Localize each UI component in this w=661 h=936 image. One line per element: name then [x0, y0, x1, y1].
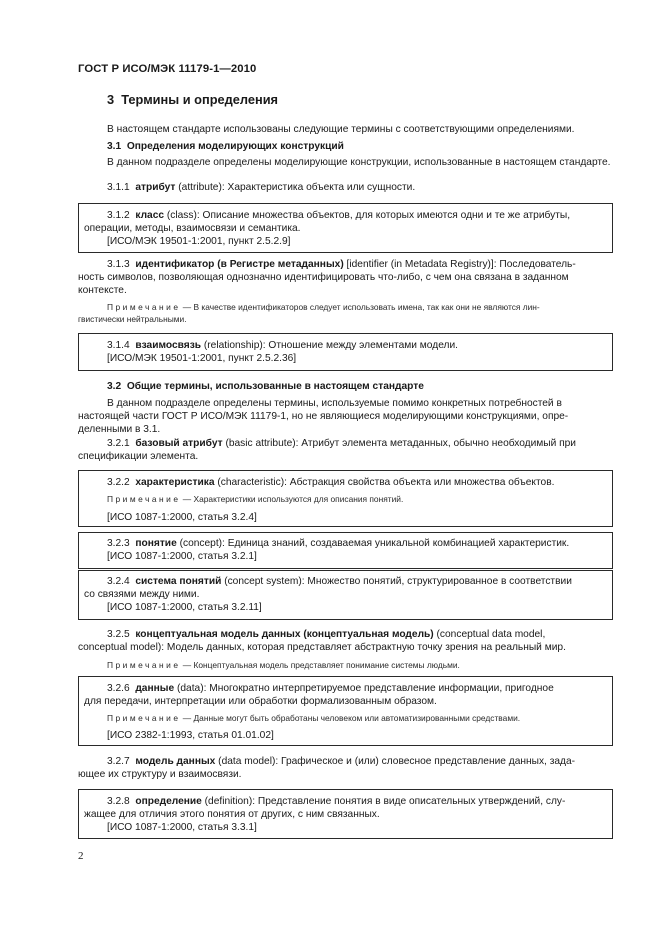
reference: [ИСО 1087-1:2000, статья 3.3.1] [107, 822, 257, 833]
term-box-3-2-3: 3.2.3 понятие (concept): Единица знаний, создаваемая уникальной комбинацией характеристик. [ИСО 1087-1:2000, статья 3.2.1] [78, 532, 613, 569]
reference: [ИСО/МЭК 19501-1:2001, пункт 2.5.2.9] [107, 236, 291, 247]
subsection-3-1-intro: В данном подразделе определены моделирующие конструкции, использованные в настоящем стандарте. [107, 157, 611, 168]
subsection-3-2-title: 3.2 Общие термины, использованные в настоящем стандарте [107, 381, 424, 392]
term-3-1-1: 3.1.1 атрибут (attribute): Характеристика объекта или сущности. [107, 182, 416, 193]
term-name: класс [135, 210, 165, 221]
reference: [ИСО/МЭК 19501-1:2001, пункт 2.5.2.36] [107, 353, 297, 364]
term-box-3-1-2: 3.1.2 класс (class): Описание множества объектов, для которых имеются одни и те же атрибуты, операции, методы, взаимосвязи и семантика. [ИСО/МЭК 19501-1:2001, пункт 2.5.2.9] [78, 203, 613, 253]
term-3-2-1: 3.2.1 базовый атрибут (basic attribute): Атрибут элемента метаданных, обычно необходимый при [107, 438, 577, 449]
term-3-1-3: 3.1.3 идентификатор (в Регистре метаданных) [identifier (in Metadata Registry)]: Последователь- [107, 259, 576, 270]
note: Примечание — Концептуальная модель представляет понимание системы людьми. [107, 660, 460, 670]
note: Примечание — Характеристики используются для описания понятий. [107, 494, 404, 504]
note: Примечание — Данные могут быть обработаны человеком или автоматизированными средствами. [107, 713, 521, 723]
term-name: базовый атрибут [135, 438, 223, 449]
reference: [ИСО 2382-1:1993, статья 01.01.02] [107, 730, 274, 741]
term-name: взаимосвязь [135, 340, 202, 351]
note: Примечание — В качестве идентификаторов следует использовать имена, так как они не являются лин- [107, 302, 540, 312]
section-title [107, 93, 278, 106]
reference: [ИСО 1087-1:2000, статья 3.2.11] [107, 602, 262, 613]
section-number: 3 [107, 92, 115, 107]
term-box-3-2-4: 3.2.4 система понятий (concept system): Множество понятий, структурированное в соответствии со связями между ними. [ИСО 1087-1:2000, статья 3.2.11] [78, 570, 613, 620]
subsection-3-1-title: 3.1 Определения моделирующих конструкций [107, 141, 344, 152]
term-name: определение [135, 796, 202, 807]
reference: [ИСО 1087-1:2000, статья 3.2.4] [107, 512, 257, 523]
term-box-3-2-2: 3.2.2 характеристика (characteristic): Абстракция свойства объекта или множества объектов. Примечание — Характеристики используются для описания понятий. [ИСО 1087-1:2000, статья 3.2.4] [78, 470, 613, 527]
section-title-text: Термины и определения [121, 92, 279, 107]
term-name: данные [135, 683, 175, 694]
intro-paragraph: В настоящем стандарте использованы следующие термины с соответствующими определениями. [107, 124, 575, 135]
term-name: модель данных [135, 756, 216, 767]
reference: [ИСО 1087-1:2000, статья 3.2.1] [107, 551, 257, 562]
term-name: характеристика [135, 477, 215, 488]
page-number: 2 [78, 850, 84, 862]
term-box-3-2-8: 3.2.8 определение (definition): Представление понятия в виде описательных утверждений, слу- жащее для отличия этого понятия от других, с ним связанных. [ИСО 1087-1:2000, статья 3.3.1] [78, 789, 613, 839]
term-name: понятие [135, 538, 177, 549]
standard-header: ГОСТ Р ИСО/МЭК 11179-1—2010 [78, 63, 257, 75]
term-box-3-2-6: 3.2.6 данные (data): Многократно интерпретируемое представление информации, пригодное для передачи, интерпретации или обработки формализованным образом. Примечание — Данные могут быть обработаны человеком или автоматизированными средствами. [ИСО 2382-1:1993, статья 01.01.02] [78, 676, 613, 746]
subsection-3-2-intro: В данном подразделе определены термины, используемые помимо конкретных потребностей в [107, 398, 562, 409]
term-name: концептуальная модель данных (концептуальная модель) [135, 629, 434, 640]
term-name: атрибут [135, 182, 176, 193]
term-3-2-7: 3.2.7 модель данных (data model): Графическое и (или) словесное представление данных, зада- [107, 756, 576, 767]
term-3-2-5: 3.2.5 концептуальная модель данных (концептуальная модель) (conceptual data model, [107, 629, 546, 640]
document-page: ГОСТ Р ИСО/МЭК 11179-1—2010 3 Термины и определения В настоящем стандарте использованы следующие термины с соответствующими определениями. 3.1 Определения моделирующих конструкций В данном подразделе определены моделирующие конструкции, использованные в настоящем стандарте. 3.1.1 атрибут (attribute): Характеристика объекта или сущности. 3.1.2 класс (class): Описание множества объектов, для которых имеются одни и те же атрибуты, операции, методы, взаимосвязи и семантика. [ИСО/МЭК 19501-1:2001, пункт 2.5.2.9] 3.1.3 идентификатор (в Регистре метаданных) [identifier (in Metadata Registry)]: Последователь- ность символов, позволяющая однозначно идентифицировать что-либо, с чем она связана в заданном контексте. Примечание — В качестве идентификаторов следует использовать имена, так как они не являются лин- гвистически нейтральными. 3.1.4 взаимосвязь (relationship): Отношение между элементами модели. [ИСО/МЭК 19501-1:2001, пункт 2.5.2.36] 3.2 Общие термины, использованные в настоящем стандарте В данном подразделе определены термины, используемые помимо конкретных потребностей в настоящей части ГОСТ Р ИСО/МЭК 11179-1, но не являющиеся моделирующими конструкциями, опре- деленными в 3.1. 3.2.1 базовый атрибут (basic attribute): Атрибут элемента метаданных, обычно необходимый при спецификации элемента. 3.2.2 характеристика (characteristic): Абстракция свойства объекта или множества объектов. Примечание — Характеристики используются для описания понятий. [ИСО 1087-1:2000, статья 3.2.4] 3.2.3 понятие (concept): Единица знаний, создаваемая уникальной комбинацией характеристик. [ИСО 1087-1:2000, статья 3.2.1] 3.2.4 система понятий (concept system): Множество понятий, структурированное в соответствии со связями между ними. [ИСО 1087-1:2000, статья 3.2.11] 3.2.5 концептуальная модель данных (концептуальная модель) (conceptual data model, conceptual model): Модель данных, которая представляет абстрактную точку зрения на реальный мир. Примечание — Концептуальная модель представляет понимание системы людьми. 3.2.6 данные (data): Многократно интерпретируемое представление информации, пригодное для передачи, интерпретации или обработки формализованным образом. Примечание — Данные могут быть обработаны человеком или автоматизированными средствами. [ИСО 2382-1:1993, статья 01.01.02] 3.2.7 модель данных (data model): Графическое и (или) словесное представление данных, зада- ющее их структуру и взаимосвязи. 3.2.8 определение (definition): Представление понятия в виде описательных утверждений, слу- жащее для отличия этого понятия от других, с ним связанных. [ИСО 1087-1:2000, статья 3.3.1] 2 [0, 0, 661, 936]
term-box-3-1-4: 3.1.4 взаимосвязь (relationship): Отношение между элементами модели. [ИСО/МЭК 19501-1:2001, пункт 2.5.2.36] [78, 333, 613, 371]
term-name: идентификатор (в Регистре метаданных) [135, 259, 344, 270]
term-name: система понятий [135, 576, 222, 587]
